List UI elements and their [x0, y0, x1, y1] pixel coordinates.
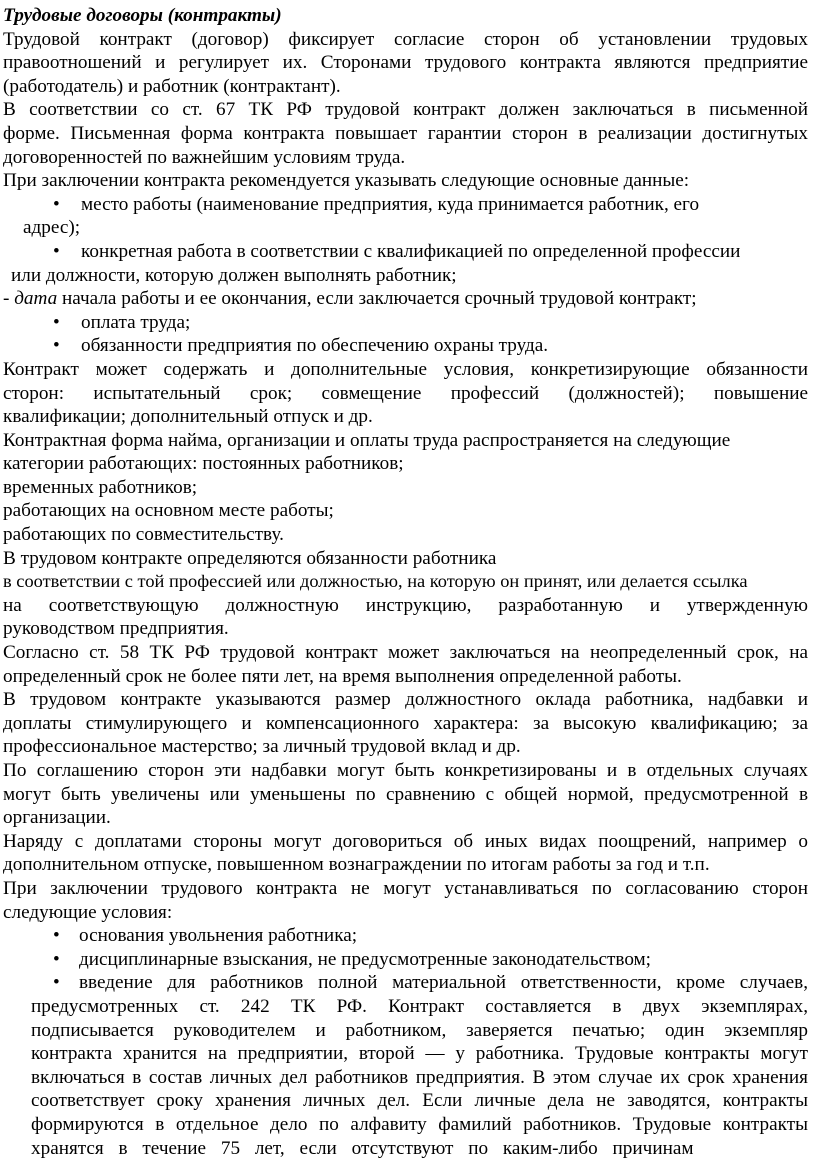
list-item-dash [3, 287, 808, 311]
list-item [3, 971, 808, 995]
paragraph-forbidden-conditions [3, 877, 808, 924]
text-line: в соответствии с той профессией или должностью, на которую он принят, или делается ссылка [3, 570, 808, 594]
list-item-text: место работы (наименование предприятия, куда принимается работник, его [81, 194, 699, 215]
bullet-icon: • [53, 334, 81, 358]
text-line: В трудовом контракте определяются обязанности работника [3, 547, 808, 571]
text-line: В соответствии со ст. 67 ТК РФ трудовой контракт должен заключаться в письменной [3, 98, 808, 122]
text-line: (работодатель) и работник (контрактант). [3, 75, 808, 99]
paragraph-salary [3, 688, 808, 759]
list-item-text: оплата труда; [81, 312, 190, 333]
text-line: могут быть увеличены или уменьшены по сравнению с общей нормой, предусмотренной в [3, 783, 808, 807]
bullet-icon: • [53, 924, 79, 948]
list-item-continuation: контракта хранится на предприятии, второй — у работника. Трудовые контракты могут [3, 1042, 808, 1066]
text-line: Наряду с доплатами стороны могут договориться об иных видах поощрений, например о [3, 830, 808, 854]
list-item-continuation: включаться в состав личных дел работников предприятия. В этом случае их срок хранения [3, 1066, 808, 1090]
list-contract-data [3, 193, 808, 358]
paragraph-written-form [3, 98, 808, 169]
list-forbidden-conditions [3, 924, 808, 1160]
document-title: Трудовые договоры (контракты) [3, 4, 808, 28]
text-line: категории работающих: постоянных работников; [3, 452, 808, 476]
text-line: временных работников; [3, 476, 808, 500]
list-item-text: начала работы и ее окончания, если заключается срочный трудовой контракт; [57, 288, 696, 309]
list-item-continuation: или должности, которую должен выполнять работник; [3, 264, 808, 288]
list-item-continuation: предусмотренных ст. 242 ТК РФ. Контракт составляется в двух экземплярах, [3, 995, 808, 1019]
text-line: доплаты стимулирующего и компенсационного характера: за высокую квалификацию; за [3, 712, 808, 736]
list-item [3, 240, 808, 264]
paragraph-additional-conditions [3, 358, 808, 429]
list-item [3, 311, 808, 335]
list-item [3, 193, 808, 217]
text-line: Согласно ст. 58 ТК РФ трудовой контракт может заключаться на неопределенный срок, на [3, 641, 808, 665]
text-line: В трудовом контракте указываются размер должностного оклада работника, надбавки и [3, 688, 808, 712]
text-line: на соответствующую должностную инструкцию, разработанную и утвержденную [3, 594, 808, 618]
text-line: руководством предприятия. [3, 617, 808, 641]
text-line: правоотношений и регулирует их. Сторонами трудового контракта являются предприятие [3, 51, 808, 75]
list-item-text: дисциплинарные взыскания, не предусмотренные законодательством; [79, 949, 651, 970]
list-item-continuation: формируются в отдельное дело по алфавиту фамилий работников. Трудовые контракты [3, 1113, 808, 1137]
text-line: договоренностей по важнейшим условиям труда. [3, 146, 808, 170]
paragraph-intro [3, 28, 808, 99]
text-line: профессиональное мастерство; за личный трудовой вклад и др. [3, 735, 808, 759]
list-item [3, 334, 808, 358]
text-line: Трудовой контракт (договор) фиксирует согласие сторон об установлении трудовых [3, 28, 808, 52]
list-item-continuation: соответствует сроку хранения личных дел. Если личные дела не заводятся, контракты [3, 1089, 808, 1113]
paragraph-categories [3, 429, 808, 547]
bullet-icon: • [53, 193, 81, 217]
list-item-continuation: подписывается руководителем и работником, заверяется печатью; один экземпляр [3, 1019, 808, 1043]
text-line: форме. Письменная форма контракта повышает гарантии сторон в реализации достигнутых [3, 122, 808, 146]
list-item-text: введение для работников полной материальной ответственности, кроме случаев, [79, 972, 808, 993]
list-item [3, 924, 808, 948]
paragraph-recommended-data: При заключении контракта рекомендуется указывать следующие основные данные: [3, 169, 808, 193]
text-line: следующие условия: [3, 901, 808, 925]
bullet-icon: • [53, 948, 79, 972]
paragraph-term [3, 641, 808, 688]
list-item-text: конкретная работа в соответствии с квалификацией по определенной профессии [81, 241, 740, 262]
text-line: Контрактная форма найма, организации и оплаты труда распространяется на следующие [3, 429, 808, 453]
bullet-icon: • [53, 311, 81, 335]
list-item [3, 948, 808, 972]
text-line: дополнительном отпуске, повышенном вознаграждении по итогам работы за год и т.п. [3, 853, 808, 877]
text-line: При заключении трудового контракта не могут устанавливаться по согласованию сторон [3, 877, 808, 901]
text-line: организации. [3, 806, 808, 830]
text-line: работающих по совместительству. [3, 523, 808, 547]
list-item-text: основания увольнения работника; [79, 925, 357, 946]
paragraph-duties [3, 547, 808, 641]
text-line: По соглашению сторон эти надбавки могут быть конкретизированы и в отдельных случаях [3, 759, 808, 783]
text-line: работающих на основном месте работы; [3, 499, 808, 523]
bullet-icon: • [53, 971, 79, 995]
list-item-continuation: хранятся в течение 75 лет, если отсутствуют по каким-либо причинам [3, 1137, 808, 1160]
paragraph-bonuses [3, 759, 808, 830]
text-line: Контракт может содержать и дополнительные условия, конкретизирующие обязанности [3, 358, 808, 382]
text-line: квалификации; дополнительный отпуск и др. [3, 405, 808, 429]
text-line: сторон: испытательный срок; совмещение профессий (должностей); повышение [3, 382, 808, 406]
text-line: определенный срок не более пяти лет, на время выполнения определенной работы. [3, 665, 808, 689]
paragraph-incentives [3, 830, 808, 877]
bullet-icon: • [53, 240, 81, 264]
list-item-text: обязанности предприятия по обеспечению охраны труда. [81, 335, 548, 356]
italic-word: дата [14, 288, 57, 309]
dash-prefix: - [3, 288, 14, 309]
list-item-continuation: адрес); [3, 216, 808, 240]
